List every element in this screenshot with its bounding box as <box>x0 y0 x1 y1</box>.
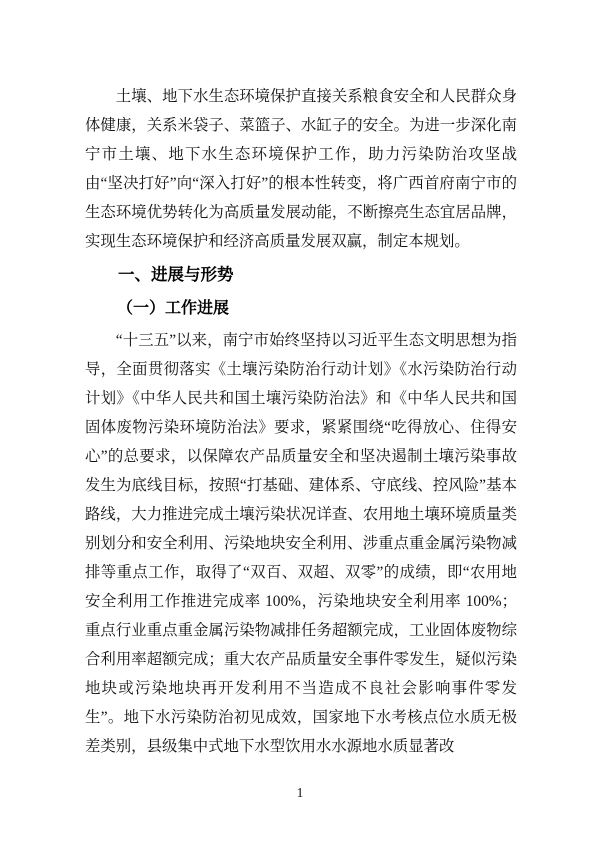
intro-paragraph: 土壤、地下水生态环境保护直接关系粮食安全和人民群众身体健康，关系米袋子、菜篮子、水缸子的安全。为进一步深化南宁市土壤、地下水生态环境保护工作，助力污染防治攻坚战由“坚决打好”向“深入打好”的根本性转变，将广西首府南宁市的生态环境优势转化为高质量发展动能，不断擦亮生态宜居品牌，实现生态环境保护和经济高质量发展双赢，制定本规划。 <box>85 88 517 250</box>
page-number: 1 <box>296 785 304 800</box>
section-heading: 一、进展与形势 <box>118 266 234 284</box>
document-content <box>85 82 517 761</box>
progress-paragraph: “十三五”以来，南宁市始终坚持以习近平生态文明思想为指导，全面贯彻落实《土壤污染防治行动计划》《水污染防治行动计划》《中华人民共和国土壤污染防治法》和《中华人民共和国固体废物污染环境防治法》要求，紧紧围绕“吃得放心、住得安心”的总要求，以保障农产品质量安全和坚决遏制土壤污染事故发生为底线目标，按照“打基础、建体系、守底线、控风险”基本路线，大力推进完成土壤污染状况详查、农用地土壤环境质量类别划分和安全利用、污染地块安全利用、涉重点重金属污染物减排等重点工作，取得了“双百、双超、双零”的成绩，即“农用地安全利用工作推进完成率 100%，污染地块安全利用率 100%；重点行业重点重金属污染物减排任务超额完成，工业固体废物综合利用率超额完成；重大农产品质量安全事件零发生，疑似污染地块或污染地块再开发利用不当造成不良社会影响事件零发生”。地下水污染防治初见成效，国家地下水考核点位水质无极差类别，县级集中式地下水型饮用水水源地水质显著改 <box>85 332 517 755</box>
subsection-heading: （一）工作进展 <box>117 300 230 317</box>
